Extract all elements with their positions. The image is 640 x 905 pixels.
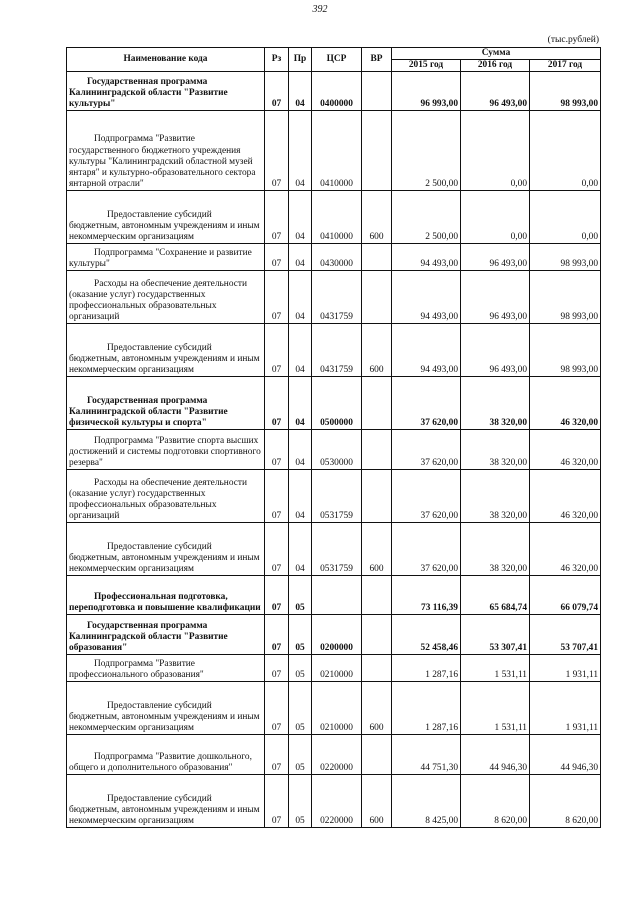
row-rz: 07 bbox=[265, 377, 289, 430]
row-amount-2016: 38 320,00 bbox=[461, 470, 530, 523]
row-amount-2017: 98 993,00 bbox=[530, 271, 601, 324]
row-pr: 05 bbox=[289, 615, 312, 655]
row-amount-2015: 37 620,00 bbox=[392, 377, 461, 430]
row-amount-2016: 96 493,00 bbox=[461, 244, 530, 271]
row-csr: 0210000 bbox=[312, 682, 362, 735]
row-amount-2015: 73 116,39 bbox=[392, 576, 461, 615]
row-amount-2016: 96 493,00 bbox=[461, 324, 530, 377]
row-name: Подпрограмма "Развитие спорта высших достижений и системы подготовки спортивного резерва" bbox=[67, 430, 265, 470]
row-name: Расходы на обеспечение деятельности (оказание услуг) государственных профессиональных образовательных организаций bbox=[67, 271, 265, 324]
row-vr: 600 bbox=[362, 191, 392, 244]
row-amount-2015: 1 287,16 bbox=[392, 682, 461, 735]
header-vr: ВР bbox=[362, 48, 392, 72]
row-amount-2016: 0,00 bbox=[461, 111, 530, 191]
row-csr: 0431759 bbox=[312, 324, 362, 377]
row-csr: 0530000 bbox=[312, 430, 362, 470]
row-amount-2016: 1 531,11 bbox=[461, 682, 530, 735]
header-name: Наименование кода bbox=[67, 48, 265, 72]
row-vr bbox=[362, 735, 392, 775]
row-amount-2015: 96 993,00 bbox=[392, 72, 461, 111]
row-name: Расходы на обеспечение деятельности (оказание услуг) государственных профессиональных образовательных организаций bbox=[67, 470, 265, 523]
row-csr: 0410000 bbox=[312, 111, 362, 191]
table-row bbox=[67, 191, 601, 244]
row-amount-2016: 96 493,00 bbox=[461, 72, 530, 111]
row-vr: 600 bbox=[362, 775, 392, 828]
row-amount-2015: 37 620,00 bbox=[392, 470, 461, 523]
row-amount-2017: 98 993,00 bbox=[530, 244, 601, 271]
table-row bbox=[67, 775, 601, 828]
row-rz: 07 bbox=[265, 470, 289, 523]
row-rz: 07 bbox=[265, 655, 289, 682]
row-csr: 0210000 bbox=[312, 655, 362, 682]
row-vr bbox=[362, 111, 392, 191]
row-amount-2016: 8 620,00 bbox=[461, 775, 530, 828]
row-pr: 04 bbox=[289, 377, 312, 430]
page-number: 392 bbox=[312, 4, 328, 15]
row-amount-2015: 94 493,00 bbox=[392, 271, 461, 324]
row-rz: 07 bbox=[265, 111, 289, 191]
row-vr bbox=[362, 430, 392, 470]
row-pr: 05 bbox=[289, 735, 312, 775]
row-amount-2017: 46 320,00 bbox=[530, 377, 601, 430]
row-name: Государственная программа Калининградской области "Развитие физической культуры и спорта" bbox=[67, 377, 265, 430]
row-vr bbox=[362, 576, 392, 615]
row-amount-2015: 37 620,00 bbox=[392, 430, 461, 470]
row-vr bbox=[362, 271, 392, 324]
row-amount-2015: 1 287,16 bbox=[392, 655, 461, 682]
row-amount-2016: 0,00 bbox=[461, 191, 530, 244]
row-amount-2015: 2 500,00 bbox=[392, 111, 461, 191]
row-rz: 07 bbox=[265, 576, 289, 615]
row-amount-2017: 46 320,00 bbox=[530, 430, 601, 470]
row-amount-2016: 38 320,00 bbox=[461, 377, 530, 430]
row-vr bbox=[362, 655, 392, 682]
row-amount-2017: 8 620,00 bbox=[530, 775, 601, 828]
row-vr: 600 bbox=[362, 324, 392, 377]
row-csr: 0400000 bbox=[312, 72, 362, 111]
row-pr: 04 bbox=[289, 244, 312, 271]
row-pr: 05 bbox=[289, 576, 312, 615]
table-row bbox=[67, 735, 601, 775]
row-pr: 04 bbox=[289, 324, 312, 377]
row-amount-2016: 65 684,74 bbox=[461, 576, 530, 615]
row-name: Подпрограмма "Сохранение и развитие культуры" bbox=[67, 244, 265, 271]
row-csr: 0430000 bbox=[312, 244, 362, 271]
row-rz: 07 bbox=[265, 271, 289, 324]
row-rz: 07 bbox=[265, 430, 289, 470]
row-pr: 04 bbox=[289, 111, 312, 191]
row-csr: 0220000 bbox=[312, 775, 362, 828]
row-amount-2017: 98 993,00 bbox=[530, 72, 601, 111]
header-rz: Рз bbox=[265, 48, 289, 72]
row-pr: 04 bbox=[289, 72, 312, 111]
row-amount-2015: 94 493,00 bbox=[392, 244, 461, 271]
row-csr: 0531759 bbox=[312, 523, 362, 576]
header-year-2017: 2017 год bbox=[530, 60, 601, 72]
row-amount-2017: 98 993,00 bbox=[530, 324, 601, 377]
row-vr bbox=[362, 377, 392, 430]
header-sum: Сумма bbox=[392, 48, 601, 60]
row-rz: 07 bbox=[265, 324, 289, 377]
row-csr bbox=[312, 576, 362, 615]
row-rz: 07 bbox=[265, 615, 289, 655]
row-amount-2017: 1 931,11 bbox=[530, 682, 601, 735]
row-amount-2017: 53 707,41 bbox=[530, 615, 601, 655]
row-amount-2015: 2 500,00 bbox=[392, 191, 461, 244]
row-rz: 07 bbox=[265, 244, 289, 271]
row-amount-2016: 38 320,00 bbox=[461, 430, 530, 470]
row-csr: 0410000 bbox=[312, 191, 362, 244]
row-pr: 04 bbox=[289, 523, 312, 576]
table-row bbox=[67, 470, 601, 523]
table-row bbox=[67, 271, 601, 324]
row-rz: 07 bbox=[265, 72, 289, 111]
row-csr: 0431759 bbox=[312, 271, 362, 324]
row-pr: 05 bbox=[289, 682, 312, 735]
row-amount-2015: 44 751,30 bbox=[392, 735, 461, 775]
table-row bbox=[67, 615, 601, 655]
header-pr: Пр bbox=[289, 48, 312, 72]
row-amount-2015: 8 425,00 bbox=[392, 775, 461, 828]
row-name: Предоставление субсидий бюджетным, автономным учреждениям и иным некоммерческим организациям bbox=[67, 682, 265, 735]
row-name: Подпрограмма "Развитие государственного бюджетного учреждения культуры "Калининградский областной музей янтаря" и культурно-образовательного сектора янтарной отрасли" bbox=[67, 111, 265, 191]
row-vr bbox=[362, 470, 392, 523]
row-rz: 07 bbox=[265, 191, 289, 244]
row-vr: 600 bbox=[362, 682, 392, 735]
row-amount-2015: 94 493,00 bbox=[392, 324, 461, 377]
row-amount-2017: 46 320,00 bbox=[530, 523, 601, 576]
table-row bbox=[67, 576, 601, 615]
row-name: Предоставление субсидий бюджетным, автономным учреждениям и иным некоммерческим организациям bbox=[67, 523, 265, 576]
row-amount-2017: 0,00 bbox=[530, 111, 601, 191]
table-row bbox=[67, 244, 601, 271]
row-name: Государственная программа Калининградской области "Развитие культуры" bbox=[67, 72, 265, 111]
units-label: (тыс.рублей) bbox=[547, 35, 599, 45]
row-pr: 04 bbox=[289, 470, 312, 523]
row-csr: 0220000 bbox=[312, 735, 362, 775]
row-csr: 0200000 bbox=[312, 615, 362, 655]
row-name: Предоставление субсидий бюджетным, автономным учреждениям и иным некоммерческим организациям bbox=[67, 775, 265, 828]
row-amount-2017: 44 946,30 bbox=[530, 735, 601, 775]
row-csr: 0531759 bbox=[312, 470, 362, 523]
row-amount-2015: 52 458,46 bbox=[392, 615, 461, 655]
table-row bbox=[67, 430, 601, 470]
row-amount-2017: 1 931,11 bbox=[530, 655, 601, 682]
header-csr: ЦСР bbox=[312, 48, 362, 72]
row-pr: 05 bbox=[289, 775, 312, 828]
row-rz: 07 bbox=[265, 775, 289, 828]
row-amount-2016: 1 531,11 bbox=[461, 655, 530, 682]
row-csr: 0500000 bbox=[312, 377, 362, 430]
row-name: Подпрограмма "Развитие дошкольного, общего и дополнительного образования" bbox=[67, 735, 265, 775]
table-row bbox=[67, 377, 601, 430]
header-year-2016: 2016 год bbox=[461, 60, 530, 72]
row-amount-2017: 46 320,00 bbox=[530, 470, 601, 523]
row-name: Подпрограмма "Развитие профессионального образования" bbox=[67, 655, 265, 682]
row-rz: 07 bbox=[265, 523, 289, 576]
table-row bbox=[67, 682, 601, 735]
row-name: Предоставление субсидий бюджетным, автономным учреждениям и иным некоммерческим организациям bbox=[67, 191, 265, 244]
row-amount-2016: 38 320,00 bbox=[461, 523, 530, 576]
row-amount-2017: 0,00 bbox=[530, 191, 601, 244]
row-pr: 05 bbox=[289, 655, 312, 682]
row-pr: 04 bbox=[289, 271, 312, 324]
row-vr bbox=[362, 72, 392, 111]
row-pr: 04 bbox=[289, 191, 312, 244]
row-amount-2015: 37 620,00 bbox=[392, 523, 461, 576]
table-row bbox=[67, 655, 601, 682]
row-rz: 07 bbox=[265, 735, 289, 775]
row-vr bbox=[362, 615, 392, 655]
row-pr: 04 bbox=[289, 430, 312, 470]
budget-table bbox=[66, 47, 601, 828]
row-amount-2016: 53 307,41 bbox=[461, 615, 530, 655]
table-row bbox=[67, 523, 601, 576]
row-name: Профессиональная подготовка, переподготовка и повышение квалификации bbox=[67, 576, 265, 615]
row-name: Государственная программа Калининградской области "Развитие образования" bbox=[67, 615, 265, 655]
row-rz: 07 bbox=[265, 682, 289, 735]
row-amount-2016: 96 493,00 bbox=[461, 271, 530, 324]
table-row bbox=[67, 324, 601, 377]
table-row bbox=[67, 111, 601, 191]
table-row bbox=[67, 72, 601, 111]
header-year-2015: 2015 год bbox=[392, 60, 461, 72]
row-name: Предоставление субсидий бюджетным, автономным учреждениям и иным некоммерческим организациям bbox=[67, 324, 265, 377]
row-amount-2017: 66 079,74 bbox=[530, 576, 601, 615]
row-vr: 600 bbox=[362, 523, 392, 576]
row-vr bbox=[362, 244, 392, 271]
row-amount-2016: 44 946,30 bbox=[461, 735, 530, 775]
